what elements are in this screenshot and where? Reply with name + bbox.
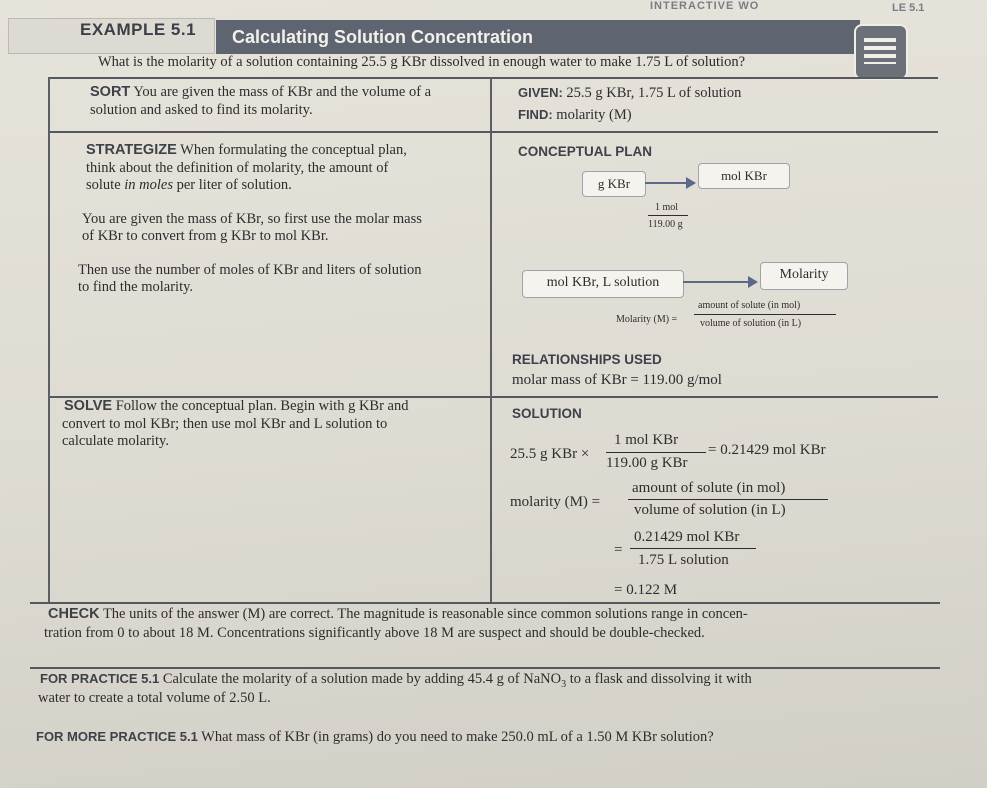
step1-den: 119.00 g KBr: [606, 455, 688, 471]
step1-num: 1 mol KBr: [614, 432, 679, 448]
arrowhead-icon: [748, 276, 758, 288]
strategize-para3-line2: to find the molarity.: [78, 279, 194, 295]
conversion-denominator: 119.00 g: [648, 219, 683, 230]
step2-den: volume of solution (in L): [634, 502, 786, 518]
plan-box-mol-l: mol KBr, L solution: [522, 270, 684, 298]
fraction-bar: [694, 314, 836, 315]
given-line: GIVEN: 25.5 g KBr, 1.75 L of solution: [518, 85, 742, 101]
arrowhead-icon: [686, 177, 696, 189]
more-practice-label: FOR MORE PRACTICE 5.1: [36, 729, 198, 744]
solve-label: SOLVE: [64, 398, 113, 414]
plan-arrow-1: [645, 182, 687, 184]
check-line1: CHECK The units of the answer (M) are correct. The magnitude is reasonable since common solutions range in concen-: [48, 606, 748, 622]
molarity-formula-lhs: Molarity (M) =: [616, 314, 678, 325]
molarity-formula-num: amount of solute (in mol): [698, 300, 801, 311]
plan-box-g-kbr: g KBr: [582, 171, 646, 197]
divider: [48, 77, 938, 79]
step3-eq: =: [614, 542, 623, 558]
left-border: [48, 77, 50, 602]
step3-num: 0.21429 mol KBr: [634, 529, 740, 545]
example-label: EXAMPLE 5.1: [80, 20, 197, 39]
divider: [30, 602, 940, 604]
solve-line3: calculate molarity.: [62, 433, 169, 449]
plan-box-mol-kbr: mol KBr: [698, 163, 790, 189]
strategize-para2-line1: You are given the mass of KBr, so first use the molar mass: [82, 211, 422, 227]
conceptual-plan-label: CONCEPTUAL PLAN: [518, 144, 653, 159]
strategize-para3-line1: Then use the number of moles of KBr and liters of solution: [78, 262, 422, 278]
strategize-para2-line2: of KBr to convert from g KBr to mol KBr.: [82, 228, 329, 244]
step1-rhs: = 0.21429 mol KBr: [708, 442, 826, 458]
relationships-label: RELATIONSHIPS USED: [512, 352, 662, 367]
practice-line2: water to create a total volume of 2.50 L.: [38, 690, 271, 706]
sort-label: SORT: [90, 84, 131, 100]
check-label: CHECK: [48, 606, 100, 622]
example-title: Calculating Solution Concentration: [232, 27, 533, 47]
step1-lhs: 25.5 g KBr ×: [510, 446, 590, 462]
sort-line1: SORT You are given the mass of KBr and the volume of a: [90, 84, 432, 100]
fraction-bar: [630, 548, 756, 549]
more-practice-line: FOR MORE PRACTICE 5.1 What mass of KBr (in grams) do you need to make 250.0 mL of a 1.50 M KBr solution?: [36, 729, 714, 745]
column-divider: [490, 77, 492, 602]
question-text: What is the molarity of a solution containing 25.5 g KBr dissolved in enough water to make 1.75 L of solution?: [98, 54, 746, 70]
plan-box-molarity: Molarity: [760, 262, 848, 290]
interactive-video-icon[interactable]: [854, 24, 908, 80]
strategize-line1: STRATEGIZE When formulating the conceptual plan,: [86, 142, 407, 158]
divider: [48, 131, 938, 133]
fraction-bar: [606, 452, 706, 453]
example-ref: LE 5.1: [892, 2, 925, 14]
sort-line2: solution and asked to find its molarity.: [90, 102, 313, 118]
conversion-numerator: 1 mol: [655, 202, 679, 213]
step2-num: amount of solute (in mol): [632, 480, 786, 496]
divider: [30, 667, 940, 669]
check-line2: tration from 0 to about 18 M. Concentrations significantly above 18 M are suspect and should be double-checked.: [44, 625, 705, 641]
solve-line1: SOLVE Follow the conceptual plan. Begin with g KBr and: [64, 398, 409, 414]
strategize-line2: think about the definition of molarity, the amount of: [86, 160, 389, 176]
molarity-formula-den: volume of solution (in L): [700, 318, 802, 329]
fraction-bar: [628, 499, 828, 500]
step2-lhs: molarity (M) =: [510, 494, 601, 510]
solve-line2: convert to mol KBr; then use mol KBr and L solution to: [62, 416, 388, 432]
step4-result: = 0.122 M: [614, 582, 678, 598]
step3-den: 1.75 L solution: [638, 552, 729, 568]
fraction-bar: [648, 215, 688, 216]
interactive-worked-label: INTERACTIVE WO: [650, 0, 760, 12]
strategize-label: STRATEGIZE: [86, 142, 177, 158]
plan-arrow-2: [683, 281, 749, 283]
practice-label: FOR PRACTICE 5.1: [40, 671, 160, 686]
strategize-line3: solute in moles per liter of solution.: [86, 177, 292, 193]
solution-label: SOLUTION: [512, 406, 582, 421]
find-line: FIND: molarity (M): [518, 107, 632, 123]
practice-line1: FOR PRACTICE 5.1 Calculate the molarity of a solution made by adding 45.4 g of NaNO$_3$ to a flask and dissolving it with: [40, 671, 752, 690]
relationships-text: molar mass of KBr = 119.00 g/mol: [512, 372, 722, 388]
